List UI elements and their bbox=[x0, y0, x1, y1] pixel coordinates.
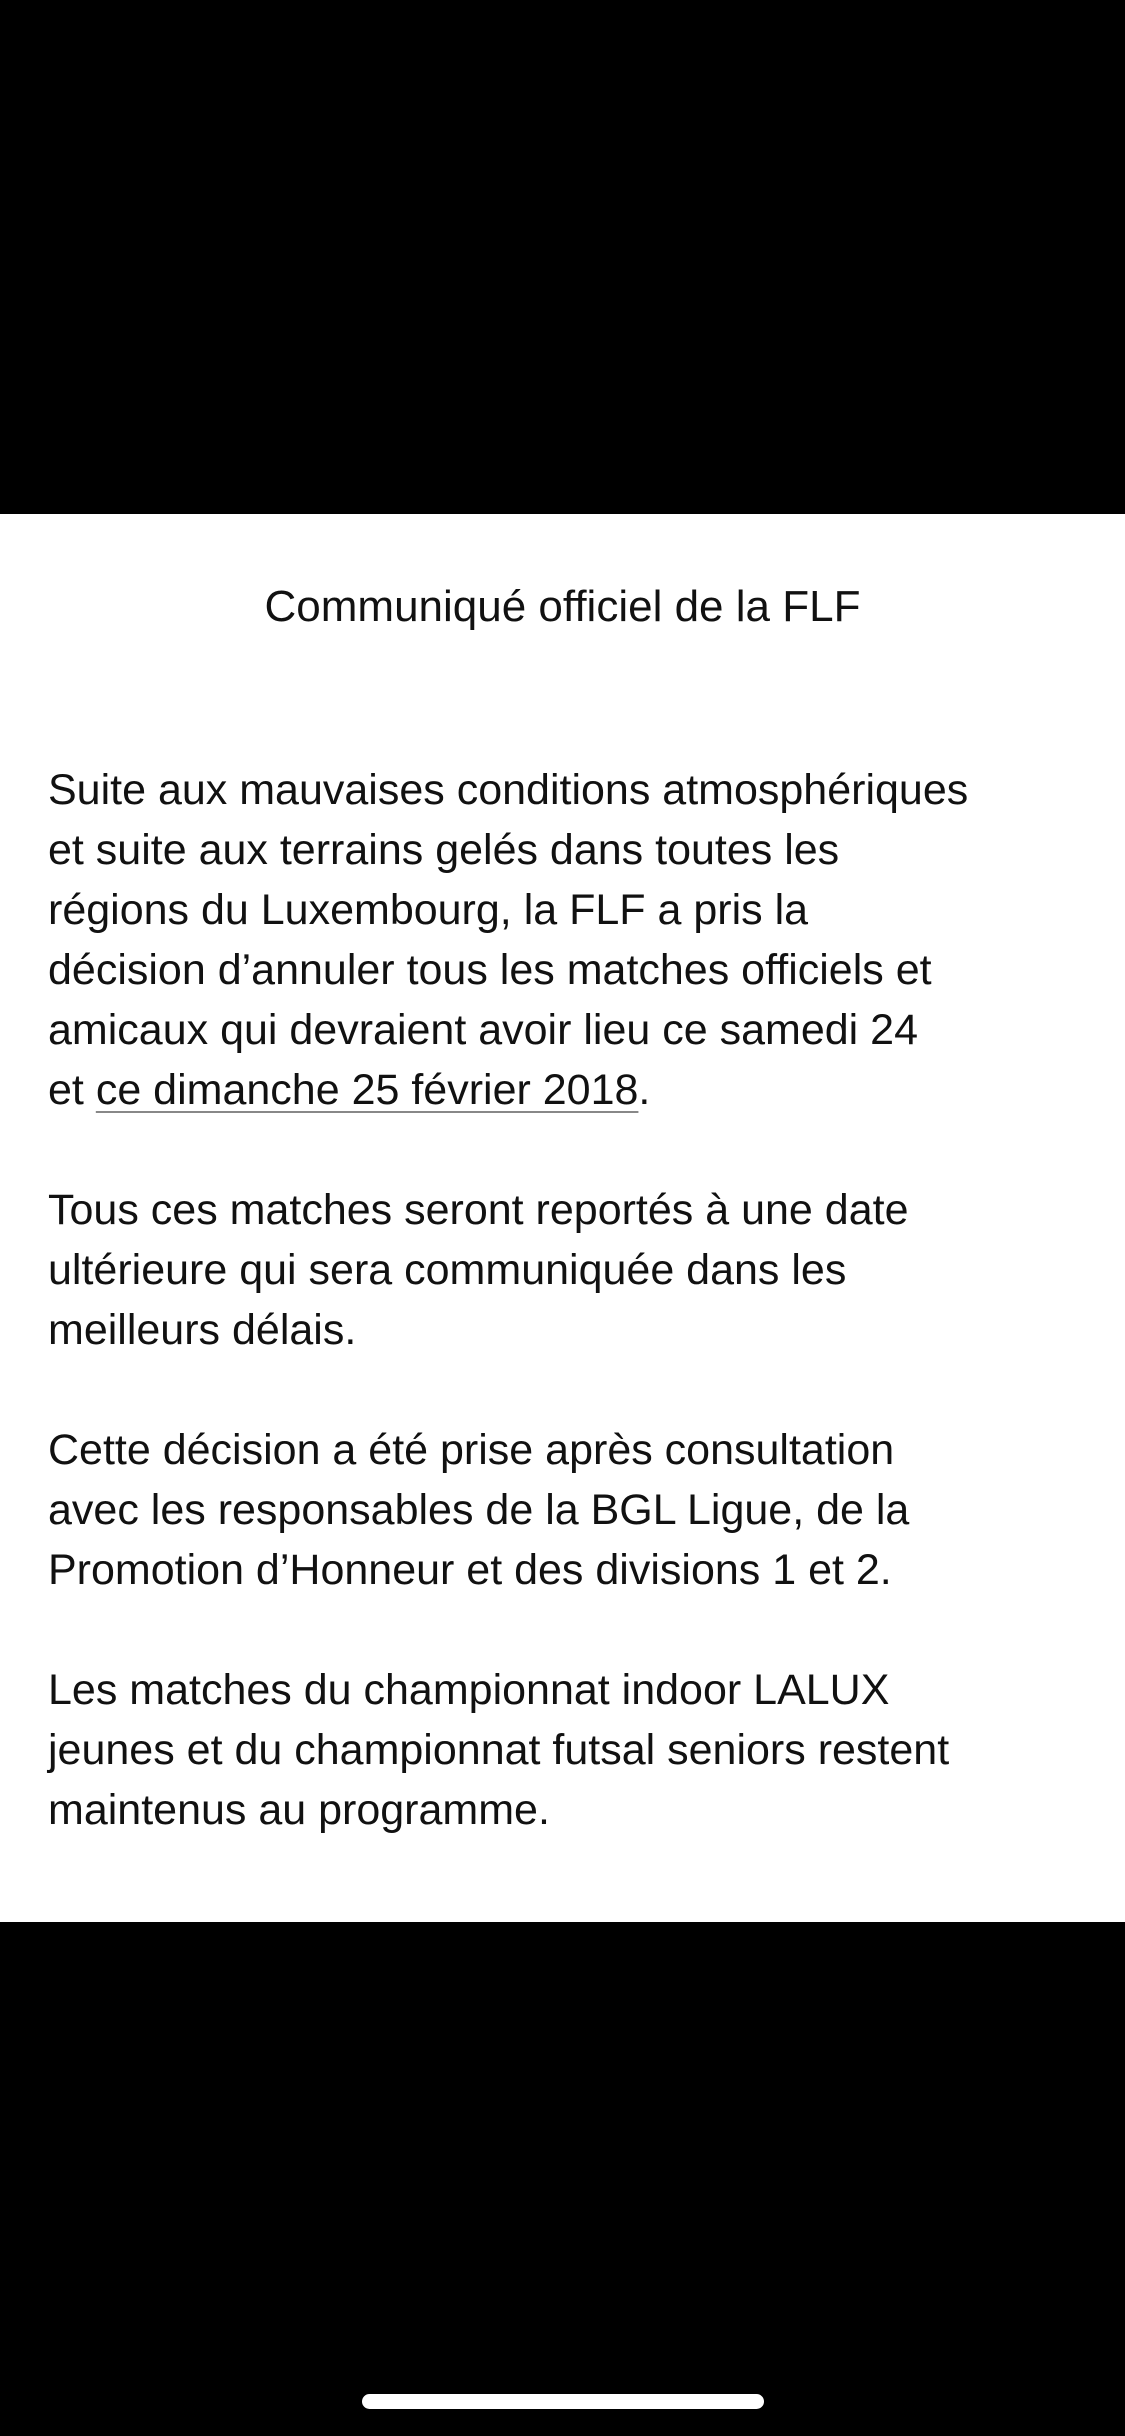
paragraph-cancellation bbox=[48, 760, 1098, 1120]
date-link[interactable]: ce dimanche 25 février 2018 bbox=[95, 1066, 639, 1114]
text-line: ultérieure qui sera communiquée dans les bbox=[48, 1246, 847, 1294]
text-line: meilleurs délais. bbox=[48, 1306, 357, 1354]
text-line: avec les responsables de la BGL Ligue, de la bbox=[48, 1486, 910, 1534]
text-line: Cette décision a été prise après consultation bbox=[48, 1426, 895, 1474]
text-line: Les matches du championnat indoor LALUX bbox=[48, 1666, 890, 1714]
text-line: Suite aux mauvaises conditions atmosphériques bbox=[48, 766, 969, 814]
text-line: maintenus au programme. bbox=[48, 1786, 550, 1834]
home-indicator[interactable] bbox=[362, 2394, 764, 2409]
communique-title: Communiqué officiel de la FLF bbox=[264, 582, 861, 631]
paragraph-consultation bbox=[48, 1420, 1098, 1600]
bottom-letterbox bbox=[0, 1922, 1125, 2436]
date-suffix: . bbox=[638, 1066, 651, 1114]
top-letterbox bbox=[0, 0, 1125, 514]
text-line-with-date bbox=[48, 1060, 1098, 1120]
text-line: régions du Luxembourg, la FLF a pris la bbox=[48, 886, 809, 934]
text-line: Tous ces matches seront reportés à une date bbox=[48, 1186, 909, 1234]
text-line: Promotion d’Honneur et des divisions 1 et 2. bbox=[48, 1546, 892, 1594]
text-line: jeunes et du championnat futsal seniors restent bbox=[48, 1726, 950, 1774]
text-line: amicaux qui devraient avoir lieu ce samedi 24 bbox=[48, 1006, 919, 1054]
paragraph-postponement bbox=[48, 1180, 1098, 1360]
communique-image[interactable] bbox=[0, 514, 1125, 1922]
paragraph-indoor-matches bbox=[48, 1660, 1098, 1840]
communique-body bbox=[48, 760, 1098, 1840]
date-prefix: et bbox=[48, 1066, 96, 1114]
text-line: décision d’annuler tous les matches officiels et bbox=[48, 946, 932, 994]
text-line: et suite aux terrains gelés dans toutes les bbox=[48, 826, 840, 874]
